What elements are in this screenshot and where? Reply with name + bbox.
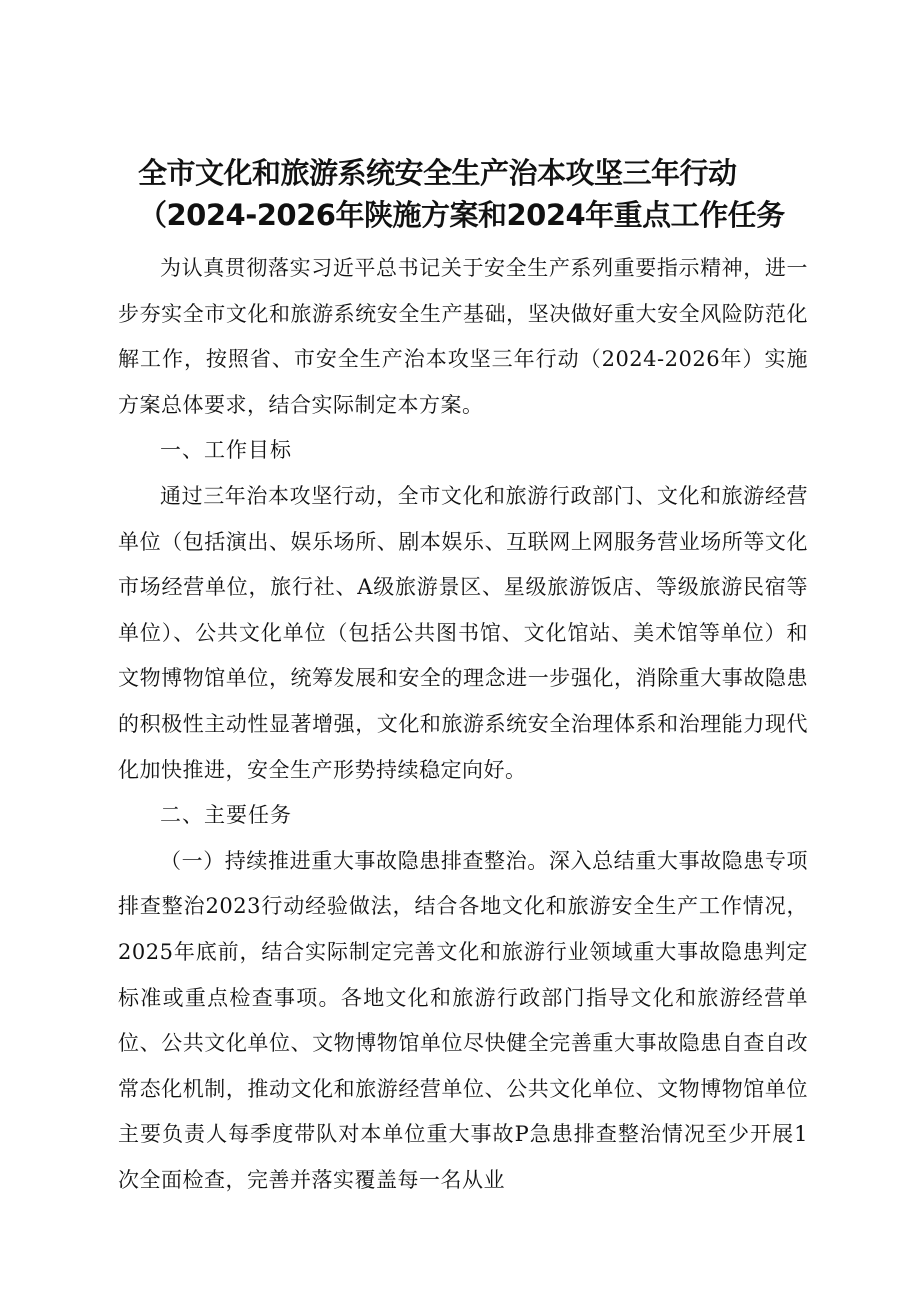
title-line-2: （2024-2026年陕施方案和2024年重点工作任务	[138, 198, 785, 232]
section-heading-goals: 一、工作目标	[160, 438, 292, 463]
task-1-paragraph: （一）持续推进重大事故隐患排查整治。深入总结重大事故隐患专项排查整治2023行动经验做法，结合各地文化和旅游安全生产工作情况，2025年底前，结合实际制定完善文化和旅游行业领域重大事故隐患判定标准或重点检查事项。各地文化和旅游行政部门指导文化和旅游经营单位、公共文化单位、文物博物馆单位尽快健全完善重大事故隐患自查自改常态化机制，推动文化和旅游经营单位、公共文化单位、文物博物馆单位主要负责人每季度带队对本单位重大事故P急患排查整治情况至少开展1次全面检查，完善并落实覆盖每一名从业	[118, 848, 808, 1192]
goals-paragraph: 通过三年治本攻坚行动，全市文化和旅游行政部门、文化和旅游经营单位（包括演出、娱乐场所、剧本娱乐、互联网上网服务营业场所等文化市场经营单位，旅行社、A级旅游景区、星级旅游饭店、等级旅游民宿等单位）、公共文化单位（包括公共图书馆、文化馆站、美术馆等单位）和文物博物馆单位，统筹发展和安全的理念进一步强化，消除重大事故隐患的积极性主动性显著增强，文化和旅游系统安全治理体系和治理能力现代化加快推进，安全生产形势持续稳定向好。	[118, 483, 808, 782]
intro-paragraph: 为认真贯彻落实习近平总书记关于安全生产系列重要指示精神，进一步夯实全市文化和旅游系统安全生产基础，坚决做好重大安全风险防范化解工作，按照省、市安全生产治本攻坚三年行动（2024-2026年）实施方案总体要求，结合实际制定本方案。	[118, 256, 808, 417]
title-line-1: 全市文化和旅游系统安全生产治本攻坚三年行动	[138, 156, 737, 190]
document-body	[118, 246, 808, 1203]
section-heading-tasks: 二、主要任务	[160, 803, 292, 828]
document-title	[138, 152, 858, 236]
